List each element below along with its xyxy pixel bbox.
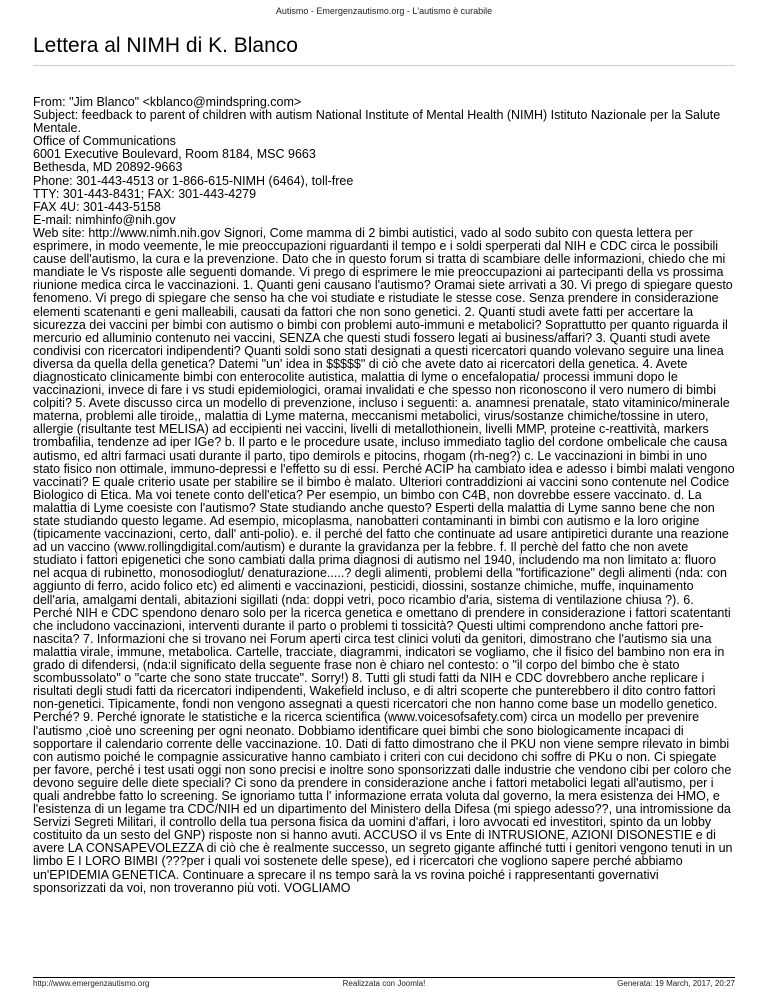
address-line-2: Bethesda, MD 20892-9663	[33, 160, 183, 175]
fax4u-line: FAX 4U: 301-443-5158	[33, 199, 161, 214]
email-subject: Subject: feedback to parent of children with autism National Institute of Mental Health (NIMH) Istituto Nazionale per la Salute Mentale.	[33, 108, 721, 136]
footer-made-with: Realizzata con Joomla!	[342, 979, 426, 988]
site-header: Autismo - Emergenzautismo.org - L'autismo è curabile	[275, 6, 493, 16]
tty-fax-line: TTY: 301-443-8431; FAX: 301-443-4279	[33, 186, 257, 201]
title-divider	[33, 65, 735, 66]
page-title: Lettera al NIMH di K. Blanco	[33, 34, 298, 57]
footer-url: http://www.emergenzautismo.org	[33, 979, 150, 988]
email-from: From: "Jim Blanco" <kblanco@mindspring.com>	[33, 96, 302, 109]
office-name: Office of Communications	[33, 134, 176, 149]
footer-generated: Generata: 19 March, 2017, 20:27	[617, 979, 735, 988]
article-body	[33, 96, 735, 976]
footer-divider	[33, 977, 735, 978]
phone-line: Phone: 301-443-4513 or 1-866-615-NIMH (6464), toll-free	[33, 173, 354, 188]
address-line-1: 6001 Executive Boulevard, Room 8184, MSC 9663	[33, 147, 316, 162]
letter-body: Web site: http://www.nimh.nih.gov Signori, Come mamma di 2 bimbi autistici, vado al sodo subito con questa lettera per esprimere, in modo veemente, le mie preoccupazioni riguardanti il tempo e i soldi sperperati dal NIH e CDC circa le possibili cause dell'autismo, la cura e la prevenzione. Dato che in questo forum si tratta di scambiare delle informazioni, chiedo che mi mandiate le Vs risposte alle seguenti domande. Vi prego di esprimere le mie preoccupazioni ai partecipanti della vs prossima riunione medica circa le vaccinazioni. 1. Quanti geni causano l'autismo? Oramai siete arrivati a 30. Vi prego di spiegare questo fenomeno. Vi prego di spiegare che senso ha che voi studiate e ristudiate le stesse cose. Senza prendere in considerazione elementi scatenanti e geni malleabili, causati da fattori che non sono genetici. 2. Quanti studi avete fatti per accertare la sicurezza dei vaccini per bimbi con autismo o bimbi con problemi auto-immuni e metabolici? Soprattutto per quanto riguarda il mercurio ed alluminio contenuto nei vaccini, SENZA che questi studi fossero legati ai business/affari? 3. Quanti studi avete condivisi con ricercatori indipendenti? Quanti soldi sono stati designati a questi ricercatori quando volevano seguire una linea diversa da quella della genetica? Datemi "un' idea in $$$$$" di ciò che avete dato ai ricercatori della genetica. 4. Avete diagnosticato clinicamente bimbi con enterocolite autistica, malattia di lyme o encefalopatia/ processi immuni dopo le vaccinazioni, invece di fare i vs studi epidemiologici, oramai invalidati e che spesso non riconoscono il vero numero di bimbi colpiti? 5. Avete discusso circa un modello di prevenzione, incluso i seguenti: a. anamnesi prenatale, stato vitaminico/minerale materna, problemi alle tiroide,, malattia di Lyme materna, meccanismi metabolici, virus/sostanze chimiche/tossine in utero, allergie (risultante test MELISA) ad eccipienti nei vaccini, livelli di metallothionein, livelli MMP, proteine c-reattività, markers trombafilia, tendenze ad iper IGe? b. Il parto e le procedure usate, incluso immediato taglio del cordone ombelicale che causa autismo, ed altri farmaci usati durante il parto, tipo demirols e pitocins, rhogam (rh-neg?) c. Le vaccinazioni in bimbi in uno stato fisico non ottimale, immuno-depressi e l'effetto su di essi. Perché ACIP ha cambiato idea e adesso i bimbi malati vengono vaccinati? E quale criterio usate per stabilire se il bimbo è malato. Ulteriori contraddizioni ai vaccini sono contenute nel Codice Biologico di Etica. Ma voi tenete conto dell'etica? Per esempio, un bimbo con C4B, non dovrebbe essere vaccinato. d. La malattia di Lyme coesiste con l'autismo? State studiando anche questo? Esperti della malattia di Lyme sanno bene che non state studiando questo legame. Ad esempio, micoplasma, nanobatteri contaminanti in bimbi con autismo e la loro origine (tipicamente vaccinazioni, certo, dall' anti-polio). e. il perché del fatto che continuate ad usare antipiretici durante una reazione ad un vaccino (www.rollingdigital.com/autism) e durante la gravidanza per la febbre. f. Il perchè del fatto che non avete studiato i fattori epigenetici che sono cambiati dalla prima diagnosi di autismo nel 1940, includendo ma non limitato a: fluoro nel acqua di rubinetto, monosodioglut/ denaturazione.....? degli alimenti, problemi della "fortificazione" degli alimenti (nda: con aggiunto di ferro, acido folico etc) ed alimenti e vaccinazioni, pesticidi, diossini, sostanze chimiche, muffe, inquinamento dell'aria, amalgami dentali, abitazioni sigillati (nda: doppi vetri, poco ricambio d'aria, sistema di ventilazione chiusa ?). 6. Perché NIH e CDC spendono denaro solo per la ricerca genetica e omettano di prendere in considerazione i fattori scatentanti che includono vaccinazioni, interventi durante il parto o problemi ti tossicità? Questi ultimi comprendono anche fattori pre-nascita? 7. Informazioni che si trovano nei Forum aperti circa test clinici voluti da genitori, dimostrano che l'autismo sia una malattia virale, immune, metabolica. Cartelle, tracciate, diagrammi, indicatori se vogliamo, che il fisico del bambino non era in grado di difendersi, (nda:il significato della seguente frase non è chiaro nel contesto: o "il corpo del bimbo che è stato scombussolato" o "carte che sono state truccate". Sorry!) 8. Tutti gli studi fatti da NIH e CDC dovrebbero anche replicare i risultati degli studi fatti da ricercatori indipendenti, Wakefield incluso, e di altri scoperte che punterebbero il dito contro fattori non-genetici. Tipicamente, fondi non vengono assegnati a questi ricercatori che non hanno come base un modello genetico. Perché? 9. Perché ignorate le statistiche e la ricerca scientifica (www.voicesofsafety.com) circa un modello per prevenire l'autismo ,cioè uno screening per ogni neonato. Dobbiamo identificare quei bimbi che sono biologicamente incapaci di sopportare il calendario corrente delle vaccinazione. 10. Dati di fatto dimostrano che il PKU non viene sempre rilevato in bimbi con autismo poiché le compagnie assicurative hanno cambiato i criteri con cui decidono chi soffre di PKu o non. Ci spiegate per favore, perché i test usati oggi non sono precisi e inoltre sono sponsorizzati dalle industrie che vendono cibi per coloro che devono seguire delle diete speciali? Ci sono da prendere in considerazione anche i fattori metabolici legati all'autismo, per i quali andrebbe fatto lo screening. Se ignoriamo tutta l' informazione errata voluta dal governo, la mera esistenza dei HMO, e l'esistenza di un legame tra CDC/NIH ed un dipartimento del Ministero della Difesa (mi spiego adesso??, una intromissione da Servizi Segreti Militari, il controllo della tua persona fisica da uomini d'affari, i loro avvocati ed investitori, spinto da un lobby costituito da un sesto del GNP) risposte non si hanno avuti. ACCUSO il vs Ente di INTRUSIONE, AZIONI DISONESTIE e di avere LA CONSAPEVOLEZZA di ciò che è realmente successo, un segreto gigante affinché tutti i genitori vengono tenuti in un limbo E I LORO BIMBI (???per i quali voi sostenete delle spese), ed i ricercatori che vogliono sapere perché abbiamo un'EPIDEMIA GENETICA. Continuare a sprecare il ns tempo sarà la vs rovina poiché i rappresentanti governativi sponsorizzati da voi, non troveranno più voti. VOGLIAMO	[33, 225, 735, 895]
email-line: E-mail: nimhinfo@nih.gov	[33, 212, 176, 227]
